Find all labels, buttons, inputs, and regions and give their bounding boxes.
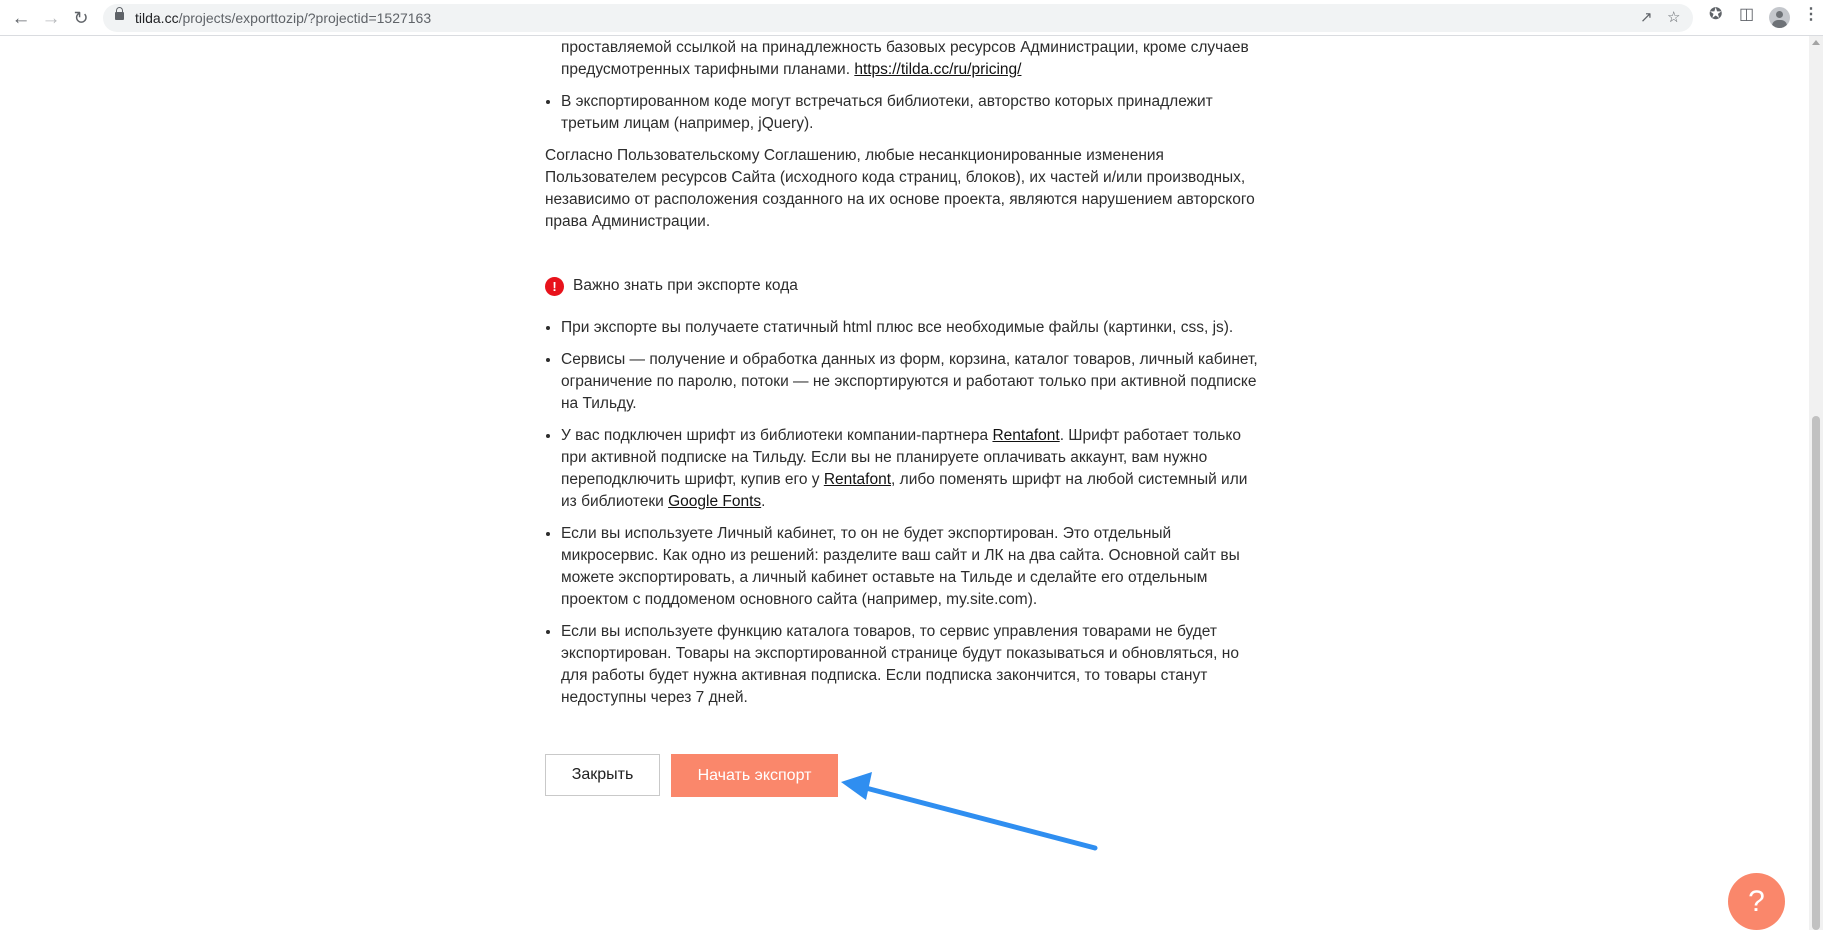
forward-arrow-icon[interactable]: → bbox=[41, 7, 61, 29]
rentafont-link-2[interactable]: Rentafont bbox=[823, 471, 892, 488]
list-item-third-party: • В экспортированном коде могут встречаться библиотеки, авторство которых принадлежит третьим лицам (например, jQuery). bbox=[561, 91, 1265, 135]
side-panel-icon[interactable]: ◫ bbox=[1739, 6, 1755, 23]
font-text-3: , либо поменять шрифт на любой системный или из библиотеки bbox=[561, 471, 1248, 510]
font-text-2: . Шрифт работает только при активной подписке на Тильду. Если вы не планируете оплачивать аккаунт, вам нужно переподключить шрифт, купив его у bbox=[561, 427, 1241, 488]
top-fragment-line-1: проставляемой ссылкой на принадлежность базовых ресурсов Администрации, кроме случаев bbox=[561, 39, 1249, 56]
warning-icon: ! bbox=[545, 277, 564, 296]
rentafont-link[interactable]: Rentafont bbox=[992, 427, 1060, 444]
share-icon[interactable]: ↗ bbox=[1640, 9, 1653, 26]
top-fragment-text: предусмотренных тарифными планами. bbox=[561, 61, 851, 78]
list-item-static-html: • При экспорте вы получаете статичный html плюс все необходимые файлы (картинки, css, js). bbox=[561, 317, 1265, 339]
list-item-catalog: • Если вы используете функцию каталога товаров, то сервис управления товарами не будет экспортирован. Товары на экспортированной странице будут показываться и обновляться, но для работы будет нужна активная подписка. Если подписка закончится, то товары станут недоступны через 7 дней. bbox=[561, 621, 1265, 709]
kebab-menu-icon[interactable]: ⋮ bbox=[1803, 6, 1819, 23]
reload-icon[interactable]: ↻ bbox=[73, 8, 89, 28]
help-button[interactable]: ? bbox=[1728, 873, 1785, 930]
warning-title: Важно знать при экспорте кода bbox=[573, 277, 798, 294]
agreement-paragraph: Согласно Пользовательскому Соглашению, любые несанкционированные изменения Пользователем ресурсов Сайта (исходного кода страниц, блоков), их частей и/или производных, независимо от расположения созданного на их основе проекта, являются нарушением авторского права Администрации. bbox=[545, 147, 1255, 230]
pricing-link[interactable]: https://tilda.cc/ru/pricing/ bbox=[854, 61, 1022, 78]
font-text-1: У вас подключен шрифт из библиотеки компании-партнера bbox=[561, 427, 989, 444]
star-icon[interactable]: ☆ bbox=[1667, 9, 1681, 26]
list-item-services: • Сервисы — получение и обработка данных из форм, корзина, каталог товаров, личный кабинет, ограничение по паролю, потоки — не экспортируются и работают только при активной подписке на Тильду. bbox=[561, 349, 1265, 415]
close-button[interactable]: Закрыть bbox=[545, 754, 660, 796]
list-item-cabinet: • Если вы используете Личный кабинет, то он не будет экспортирован. Это отдельный микросервис. Как одно из решений: разделите ваш сайт и ЛК на два сайта. Основной сайт вы можете экспортировать, а личный кабинет оставьте на Тильде и сделайте его отдельным проектом с поддоменом основного сайта (например, my.site.com). bbox=[561, 523, 1265, 611]
puzzle-icon[interactable]: ✪ bbox=[1709, 6, 1723, 23]
url-host: tilda.cc bbox=[135, 10, 179, 26]
font-text-4: . bbox=[761, 493, 766, 510]
google-fonts-link[interactable]: Google Fonts bbox=[668, 493, 762, 510]
back-arrow-icon[interactable]: ← bbox=[11, 7, 31, 29]
url-path: /projects/exporttozip/?projectid=1527163 bbox=[178, 10, 432, 26]
start-export-button[interactable]: Начать экспорт bbox=[671, 754, 838, 797]
